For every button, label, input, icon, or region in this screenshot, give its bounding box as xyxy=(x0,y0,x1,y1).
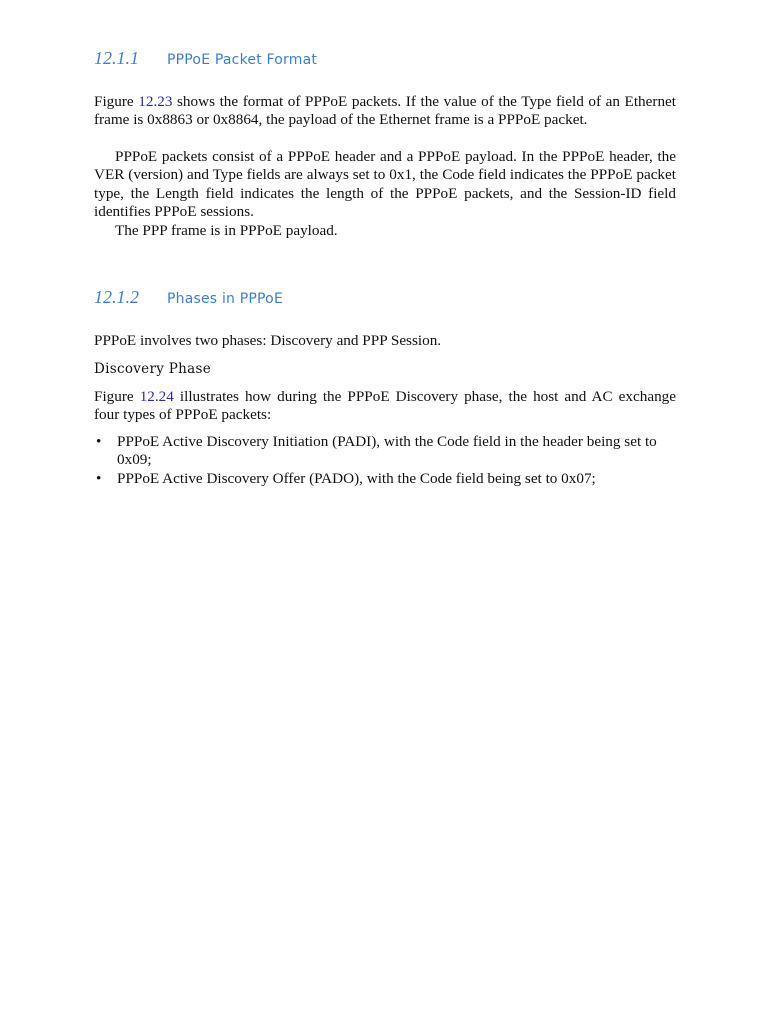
list-item-text: PPPoE Active Discovery Offer (PADO), with the Code field being set to 0x07; xyxy=(117,469,596,487)
paragraph-discovery-intro xyxy=(94,388,676,425)
section-number: 12.1.1 xyxy=(94,48,139,68)
section-number: 12.1.2 xyxy=(94,287,139,307)
paragraph-phases-intro: PPPoE involves two phases: Discovery and PPP Session. xyxy=(94,332,442,349)
bullet-icon: • xyxy=(96,433,102,450)
list-item-text: PPPoE Active Discovery Initiation (PADI), with the Code field in the header being set to 0x09; xyxy=(117,433,657,469)
list-item xyxy=(94,433,676,470)
section-title: PPPoE Packet Format xyxy=(167,52,318,68)
paragraph-ppp-frame: The PPP frame is in PPPoE payload. xyxy=(115,222,338,239)
figure-prefix: Figure xyxy=(94,388,140,405)
paragraph-packet-format-intro xyxy=(94,93,676,130)
discovery-packet-list xyxy=(94,433,676,488)
section-title: Phases in PPPoE xyxy=(167,291,283,307)
figure-prefix: Figure xyxy=(94,93,139,110)
subheading-discovery-phase: Discovery Phase xyxy=(94,361,211,377)
figure-ref-link-12-24[interactable]: 12.24 xyxy=(139,388,174,405)
paragraph-text: shows the format of PPPoE packets. If the value of the Type field of an Ethernet frame is 0x8863 or 0x8864, the payload of the Ethernet frame is a PPPoE packet. xyxy=(94,93,676,129)
figure-ref-link-12-23[interactable]: 12.23 xyxy=(138,93,173,110)
bullet-icon: • xyxy=(96,469,102,487)
section-heading-12-1-1 xyxy=(94,48,317,69)
paragraph-text: illustrates how during the PPPoE Discovery phase, the host and AC exchange four types of PPPoE packets: xyxy=(94,388,676,424)
list-item xyxy=(94,470,676,488)
section-heading-12-1-2 xyxy=(94,287,283,308)
paragraph-packet-structure: PPPoE packets consist of a PPPoE header and a PPPoE payload. In the PPPoE header, the VER (version) and Type fields are always set to 0x1, the Code field indicates the PPPoE packet type, the Length field indicates the length of the PPPoE packets, and the Session-ID field identifies PPPoE sessions. xyxy=(94,148,676,221)
